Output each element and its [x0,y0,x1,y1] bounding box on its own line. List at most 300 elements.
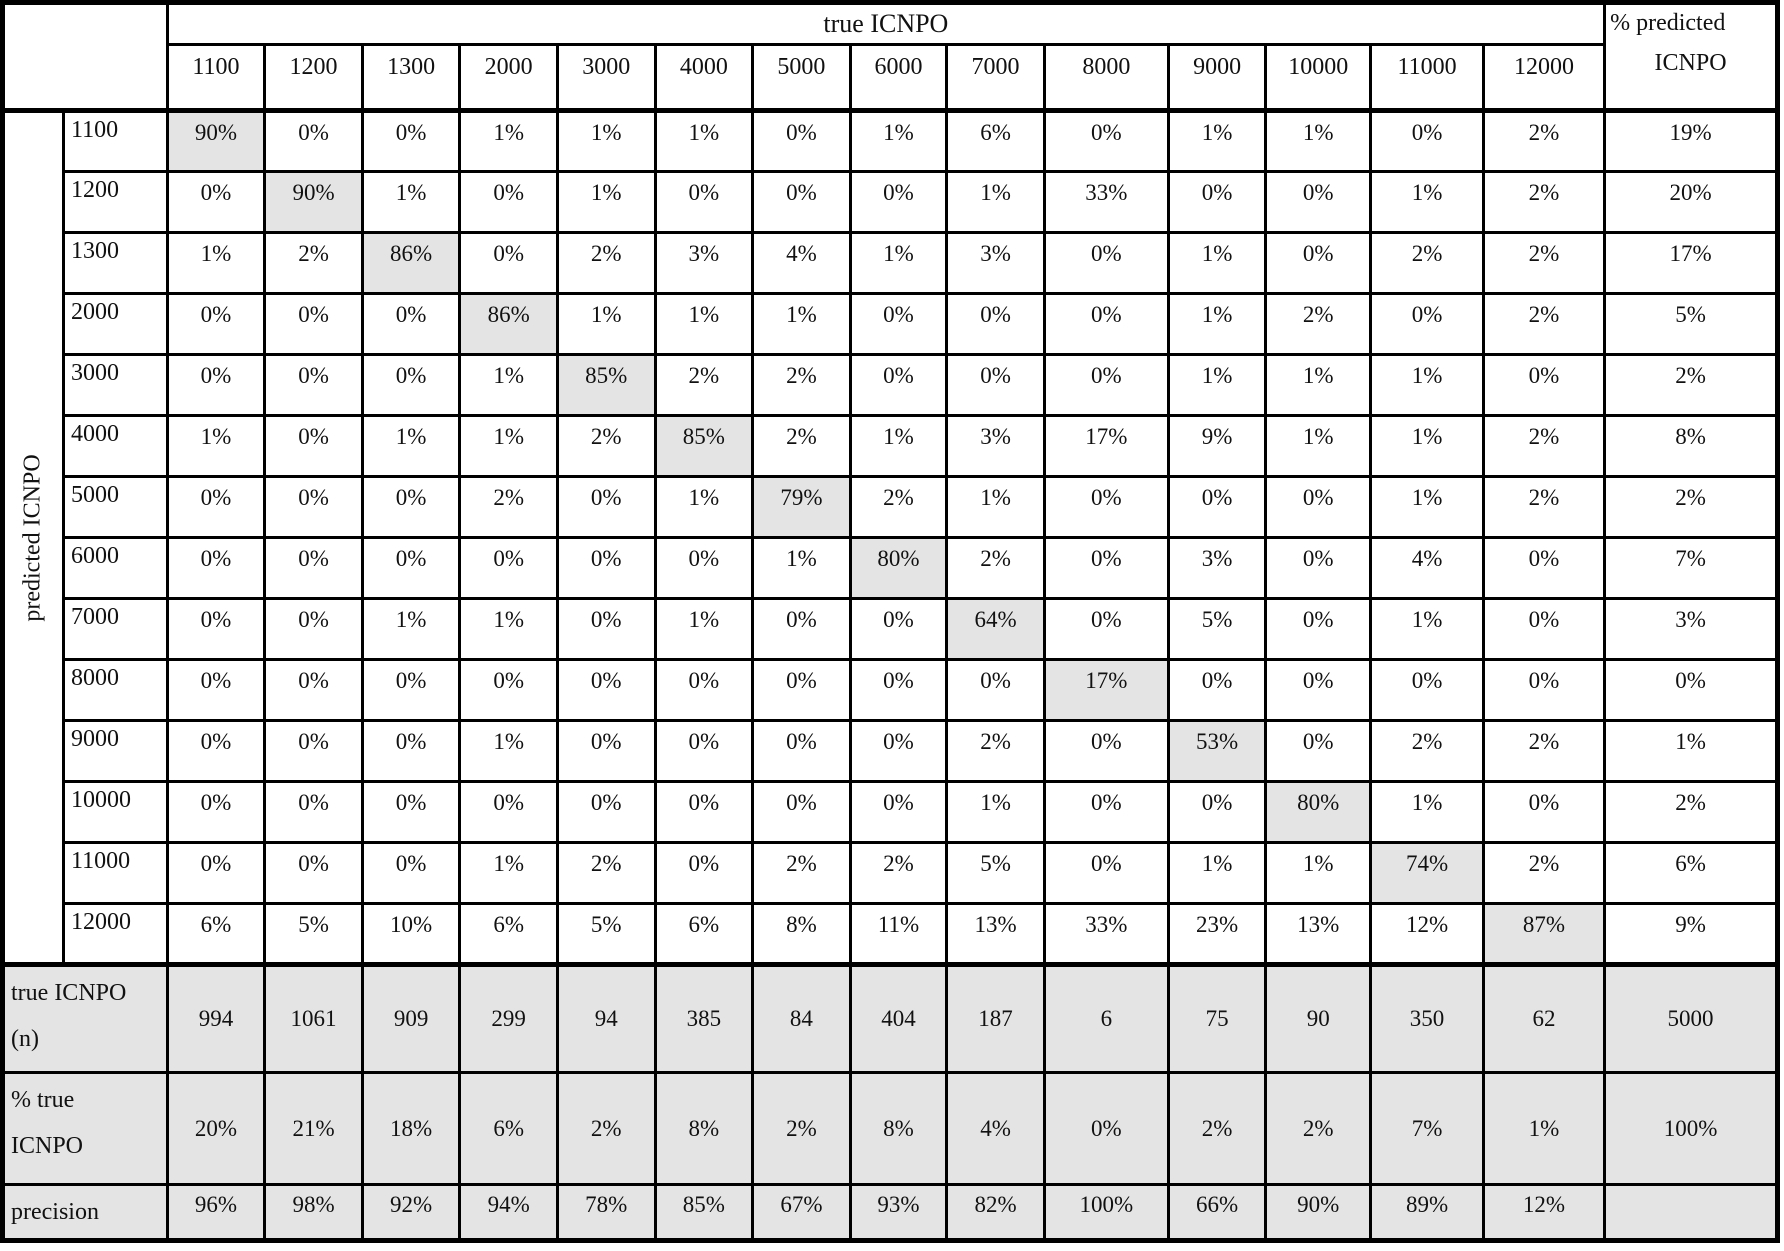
matrix-cell-12000-4000: 6% [655,904,753,965]
matrix-cell-10000-2000: 0% [460,782,558,843]
matrix-cell-7000-9000: 5% [1168,599,1266,660]
pct-true-icnpo-11000: 7% [1371,1073,1484,1185]
matrix-cell-5000-12000: 2% [1483,477,1604,538]
predicted-icnpo-vertical-label-text: predicted ICNPO [19,453,46,622]
matrix-cell-1200-2000: 0% [460,172,558,233]
matrix-cell-6000-1200: 0% [265,538,363,599]
pct-predicted-2000: 5% [1605,294,1778,355]
matrix-cell-4000-11000: 1% [1371,416,1484,477]
matrix-cell-8000-6000: 0% [850,660,947,721]
matrix-row-1100 [3,111,1778,172]
matrix-cell-1100-4000: 1% [655,111,753,172]
precision-1200: 98% [265,1185,363,1241]
col-header-11000: 11000 [1371,45,1484,111]
matrix-cell-4000-1100: 1% [167,416,265,477]
row-header-1300: 1300 [63,233,167,294]
matrix-cell-1200-9000: 0% [1168,172,1266,233]
matrix-cell-6000-6000: 80% [850,538,947,599]
matrix-cell-11000-8000: 0% [1044,843,1168,904]
matrix-cell-1100-1200: 0% [265,111,363,172]
matrix-cell-6000-1300: 0% [362,538,460,599]
matrix-cell-1200-1100: 0% [167,172,265,233]
matrix-cell-1100-3000: 1% [557,111,655,172]
matrix-cell-4000-6000: 1% [850,416,947,477]
matrix-cell-1100-6000: 1% [850,111,947,172]
matrix-cell-7000-1100: 0% [167,599,265,660]
matrix-cell-1300-10000: 0% [1266,233,1371,294]
precision-4000: 85% [655,1185,753,1241]
pct-true-icnpo-1200: 21% [265,1073,363,1185]
matrix-cell-9000-1100: 0% [167,721,265,782]
matrix-cell-11000-10000: 1% [1266,843,1371,904]
pct-predicted-10000: 2% [1605,782,1778,843]
matrix-cell-5000-3000: 0% [557,477,655,538]
matrix-cell-9000-5000: 0% [753,721,851,782]
matrix-cell-8000-1100: 0% [167,660,265,721]
pct-true-icnpo-4000: 8% [655,1073,753,1185]
matrix-row-5000 [3,477,1778,538]
pct-predicted-12000: 9% [1605,904,1778,965]
precision-row [3,1185,1778,1241]
matrix-cell-3000-2000: 1% [460,355,558,416]
top-header-row [3,3,1778,45]
matrix-cell-12000-3000: 5% [557,904,655,965]
row-header-8000: 8000 [63,660,167,721]
precision-5000: 67% [753,1185,851,1241]
precision-3000: 78% [557,1185,655,1241]
matrix-cell-1100-1100: 90% [167,111,265,172]
pct-predicted-1100: 19% [1605,111,1778,172]
row-header-5000: 5000 [63,477,167,538]
pct-predicted-header-line2: ICNPO [1654,50,1727,77]
matrix-cell-1300-4000: 3% [655,233,753,294]
true-icnpo-n-12000: 62 [1483,965,1604,1073]
matrix-cell-1300-1200: 2% [265,233,363,294]
col-header-12000: 12000 [1483,45,1604,111]
matrix-cell-10000-12000: 0% [1483,782,1604,843]
matrix-cell-4000-8000: 17% [1044,416,1168,477]
matrix-cell-6000-4000: 0% [655,538,753,599]
matrix-cell-2000-9000: 1% [1168,294,1266,355]
matrix-cell-6000-5000: 1% [753,538,851,599]
true-icnpo-n-total: 5000 [1605,965,1778,1073]
matrix-cell-8000-9000: 0% [1168,660,1266,721]
matrix-cell-9000-1200: 0% [265,721,363,782]
matrix-cell-2000-10000: 2% [1266,294,1371,355]
matrix-row-3000 [3,355,1778,416]
true-icnpo-n-4000: 385 [655,965,753,1073]
matrix-cell-9000-2000: 1% [460,721,558,782]
matrix-cell-9000-4000: 0% [655,721,753,782]
matrix-body [3,111,1778,965]
matrix-cell-2000-12000: 2% [1483,294,1604,355]
matrix-cell-7000-1300: 1% [362,599,460,660]
matrix-cell-10000-6000: 0% [850,782,947,843]
true-icnpo-n-11000: 350 [1371,965,1484,1073]
matrix-cell-4000-9000: 9% [1168,416,1266,477]
matrix-cell-12000-9000: 23% [1168,904,1266,965]
matrix-cell-1100-9000: 1% [1168,111,1266,172]
matrix-cell-7000-6000: 0% [850,599,947,660]
matrix-cell-4000-10000: 1% [1266,416,1371,477]
matrix-cell-6000-3000: 0% [557,538,655,599]
pct-predicted-7000: 3% [1605,599,1778,660]
matrix-cell-10000-1200: 0% [265,782,363,843]
matrix-cell-10000-1100: 0% [167,782,265,843]
pct-true-icnpo-8000: 0% [1044,1073,1168,1185]
matrix-cell-12000-11000: 12% [1371,904,1484,965]
true-icnpo-n-10000: 90 [1266,965,1371,1073]
col-header-9000: 9000 [1168,45,1266,111]
matrix-cell-12000-1100: 6% [167,904,265,965]
matrix-cell-2000-1300: 0% [362,294,460,355]
matrix-cell-8000-2000: 0% [460,660,558,721]
col-header-10000: 10000 [1266,45,1371,111]
col-header-6000: 6000 [850,45,947,111]
matrix-cell-8000-4000: 0% [655,660,753,721]
matrix-cell-1200-8000: 33% [1044,172,1168,233]
matrix-cell-11000-3000: 2% [557,843,655,904]
matrix-cell-5000-11000: 1% [1371,477,1484,538]
matrix-row-10000 [3,782,1778,843]
matrix-cell-10000-11000: 1% [1371,782,1484,843]
matrix-cell-1300-8000: 0% [1044,233,1168,294]
precision-10000: 90% [1266,1185,1371,1241]
matrix-cell-8000-3000: 0% [557,660,655,721]
col-header-2000: 2000 [460,45,558,111]
matrix-cell-3000-1200: 0% [265,355,363,416]
matrix-cell-9000-12000: 2% [1483,721,1604,782]
matrix-cell-1200-11000: 1% [1371,172,1484,233]
matrix-cell-11000-1100: 0% [167,843,265,904]
matrix-cell-11000-2000: 1% [460,843,558,904]
matrix-cell-8000-1300: 0% [362,660,460,721]
matrix-cell-1300-2000: 0% [460,233,558,294]
matrix-cell-5000-9000: 0% [1168,477,1266,538]
corner-cell [3,3,168,111]
matrix-cell-3000-1100: 0% [167,355,265,416]
pct-true-icnpo-2000: 6% [460,1073,558,1185]
col-header-1100: 1100 [167,45,265,111]
matrix-cell-4000-3000: 2% [557,416,655,477]
row-header-1100: 1100 [63,111,167,172]
col-header-row [3,45,1778,111]
matrix-cell-5000-2000: 2% [460,477,558,538]
matrix-cell-12000-2000: 6% [460,904,558,965]
precision-6000: 93% [850,1185,947,1241]
pct-predicted-9000: 1% [1605,721,1778,782]
matrix-cell-1300-6000: 1% [850,233,947,294]
matrix-cell-12000-12000: 87% [1483,904,1604,965]
matrix-cell-10000-4000: 0% [655,782,753,843]
matrix-cell-3000-11000: 1% [1371,355,1484,416]
matrix-cell-5000-10000: 0% [1266,477,1371,538]
matrix-cell-1100-1300: 0% [362,111,460,172]
row-header-7000: 7000 [63,599,167,660]
precision-8000: 100% [1044,1185,1168,1241]
matrix-cell-1300-5000: 4% [753,233,851,294]
row-header-2000: 2000 [63,294,167,355]
matrix-cell-7000-12000: 0% [1483,599,1604,660]
matrix-cell-1300-3000: 2% [557,233,655,294]
matrix-cell-1100-8000: 0% [1044,111,1168,172]
matrix-cell-10000-5000: 0% [753,782,851,843]
true-icnpo-n-row [3,965,1778,1073]
true-icnpo-n-3000: 94 [557,965,655,1073]
true-icnpo-n-label: true ICNPO (n) [3,965,168,1073]
matrix-row-6000 [3,538,1778,599]
matrix-cell-5000-7000: 1% [947,477,1045,538]
matrix-cell-11000-1200: 0% [265,843,363,904]
matrix-cell-6000-11000: 4% [1371,538,1484,599]
matrix-cell-6000-8000: 0% [1044,538,1168,599]
matrix-cell-1300-12000: 2% [1483,233,1604,294]
matrix-cell-11000-12000: 2% [1483,843,1604,904]
matrix-cell-2000-8000: 0% [1044,294,1168,355]
pct-predicted-8000: 0% [1605,660,1778,721]
matrix-cell-2000-3000: 1% [557,294,655,355]
matrix-cell-3000-6000: 0% [850,355,947,416]
matrix-cell-3000-7000: 0% [947,355,1045,416]
true-icnpo-n-6000: 404 [850,965,947,1073]
precision-9000: 66% [1168,1185,1266,1241]
pct-predicted-11000: 6% [1605,843,1778,904]
pct-predicted-3000: 2% [1605,355,1778,416]
pct-true-icnpo-10000: 2% [1266,1073,1371,1185]
matrix-cell-3000-12000: 0% [1483,355,1604,416]
matrix-cell-1100-11000: 0% [1371,111,1484,172]
matrix-cell-9000-11000: 2% [1371,721,1484,782]
pct-true-icnpo-3000: 2% [557,1073,655,1185]
matrix-cell-4000-4000: 85% [655,416,753,477]
true-icnpo-n-1300: 909 [362,965,460,1073]
pct-true-icnpo-6000: 8% [850,1073,947,1185]
matrix-cell-7000-3000: 0% [557,599,655,660]
matrix-cell-9000-1300: 0% [362,721,460,782]
pct-true-icnpo-9000: 2% [1168,1073,1266,1185]
matrix-cell-6000-9000: 3% [1168,538,1266,599]
row-header-12000: 12000 [63,904,167,965]
matrix-cell-6000-7000: 2% [947,538,1045,599]
matrix-cell-6000-1100: 0% [167,538,265,599]
col-header-4000: 4000 [655,45,753,111]
col-header-1200: 1200 [265,45,363,111]
matrix-cell-7000-10000: 0% [1266,599,1371,660]
matrix-cell-7000-8000: 0% [1044,599,1168,660]
matrix-cell-1200-5000: 0% [753,172,851,233]
matrix-cell-1100-2000: 1% [460,111,558,172]
col-header-5000: 5000 [753,45,851,111]
matrix-row-1300 [3,233,1778,294]
matrix-cell-7000-11000: 1% [1371,599,1484,660]
matrix-cell-3000-1300: 0% [362,355,460,416]
matrix-cell-9000-8000: 0% [1044,721,1168,782]
precision-12000: 12% [1483,1185,1604,1241]
row-header-11000: 11000 [63,843,167,904]
matrix-cell-12000-1300: 10% [362,904,460,965]
matrix-cell-12000-10000: 13% [1266,904,1371,965]
true-icnpo-header: true ICNPO [167,3,1604,45]
matrix-cell-8000-1200: 0% [265,660,363,721]
matrix-cell-1100-7000: 6% [947,111,1045,172]
matrix-row-7000 [3,599,1778,660]
matrix-cell-11000-1300: 0% [362,843,460,904]
matrix-cell-9000-7000: 2% [947,721,1045,782]
matrix-cell-2000-1100: 0% [167,294,265,355]
matrix-cell-11000-7000: 5% [947,843,1045,904]
matrix-cell-8000-12000: 0% [1483,660,1604,721]
matrix-cell-11000-4000: 0% [655,843,753,904]
matrix-cell-8000-8000: 17% [1044,660,1168,721]
pct-predicted-6000: 7% [1605,538,1778,599]
matrix-cell-12000-5000: 8% [753,904,851,965]
pct-true-icnpo-1100: 20% [167,1073,265,1185]
matrix-cell-3000-9000: 1% [1168,355,1266,416]
matrix-row-2000 [3,294,1778,355]
row-header-3000: 3000 [63,355,167,416]
pct-predicted-1200: 20% [1605,172,1778,233]
matrix-cell-1300-9000: 1% [1168,233,1266,294]
matrix-cell-9000-3000: 0% [557,721,655,782]
row-header-4000: 4000 [63,416,167,477]
matrix-cell-1200-3000: 1% [557,172,655,233]
pct-true-icnpo-total: 100% [1605,1073,1778,1185]
matrix-cell-5000-5000: 79% [753,477,851,538]
pct-predicted-4000: 8% [1605,416,1778,477]
matrix-cell-1100-12000: 2% [1483,111,1604,172]
precision-2000: 94% [460,1185,558,1241]
matrix-cell-8000-5000: 0% [753,660,851,721]
matrix-cell-1200-10000: 0% [1266,172,1371,233]
matrix-cell-5000-6000: 2% [850,477,947,538]
precision-label: precision [3,1185,168,1241]
matrix-cell-1200-1200: 90% [265,172,363,233]
pct-true-icnpo-label: % true ICNPO [3,1073,168,1185]
matrix-cell-7000-1200: 0% [265,599,363,660]
row-header-6000: 6000 [63,538,167,599]
matrix-cell-12000-8000: 33% [1044,904,1168,965]
predicted-icnpo-vertical-label [3,111,64,965]
matrix-cell-1200-12000: 2% [1483,172,1604,233]
true-icnpo-n-7000: 187 [947,965,1045,1073]
matrix-cell-10000-7000: 1% [947,782,1045,843]
matrix-cell-1300-1100: 1% [167,233,265,294]
col-header-8000: 8000 [1044,45,1168,111]
matrix-cell-6000-2000: 0% [460,538,558,599]
matrix-row-4000 [3,416,1778,477]
pct-true-icnpo-row [3,1073,1778,1185]
matrix-cell-1200-1300: 1% [362,172,460,233]
matrix-cell-4000-5000: 2% [753,416,851,477]
pct-predicted-1300: 17% [1605,233,1778,294]
matrix-cell-1300-11000: 2% [1371,233,1484,294]
matrix-cell-7000-7000: 64% [947,599,1045,660]
matrix-cell-11000-5000: 2% [753,843,851,904]
precision-1100: 96% [167,1185,265,1241]
matrix-cell-2000-1200: 0% [265,294,363,355]
true-icnpo-n-2000: 299 [460,965,558,1073]
matrix-cell-8000-10000: 0% [1266,660,1371,721]
matrix-cell-3000-4000: 2% [655,355,753,416]
col-header-3000: 3000 [557,45,655,111]
matrix-cell-5000-8000: 0% [1044,477,1168,538]
pct-true-icnpo-1300: 18% [362,1073,460,1185]
matrix-cell-2000-6000: 0% [850,294,947,355]
precision-11000: 89% [1371,1185,1484,1241]
precision-1300: 92% [362,1185,460,1241]
matrix-cell-9000-9000: 53% [1168,721,1266,782]
matrix-cell-2000-5000: 1% [753,294,851,355]
matrix-cell-7000-2000: 1% [460,599,558,660]
matrix-cell-11000-9000: 1% [1168,843,1266,904]
matrix-cell-12000-6000: 11% [850,904,947,965]
pct-true-icnpo-7000: 4% [947,1073,1045,1185]
matrix-cell-9000-6000: 0% [850,721,947,782]
row-header-1200: 1200 [63,172,167,233]
matrix-cell-4000-7000: 3% [947,416,1045,477]
matrix-cell-1200-6000: 0% [850,172,947,233]
matrix-cell-1200-4000: 0% [655,172,753,233]
matrix-cell-3000-5000: 2% [753,355,851,416]
matrix-row-8000 [3,660,1778,721]
matrix-cell-6000-10000: 0% [1266,538,1371,599]
matrix-cell-1300-1300: 86% [362,233,460,294]
matrix-row-9000 [3,721,1778,782]
matrix-cell-2000-11000: 0% [1371,294,1484,355]
true-icnpo-n-9000: 75 [1168,965,1266,1073]
true-icnpo-n-5000: 84 [753,965,851,1073]
matrix-cell-10000-9000: 0% [1168,782,1266,843]
true-icnpo-n-8000: 6 [1044,965,1168,1073]
matrix-cell-1100-10000: 1% [1266,111,1371,172]
row-header-10000: 10000 [63,782,167,843]
matrix-cell-3000-10000: 1% [1266,355,1371,416]
matrix-cell-8000-11000: 0% [1371,660,1484,721]
matrix-cell-5000-1200: 0% [265,477,363,538]
pct-true-icnpo-12000: 1% [1483,1073,1604,1185]
matrix-cell-4000-1300: 1% [362,416,460,477]
matrix-cell-2000-4000: 1% [655,294,753,355]
matrix-row-12000 [3,904,1778,965]
matrix-cell-7000-5000: 0% [753,599,851,660]
matrix-cell-2000-2000: 86% [460,294,558,355]
true-icnpo-n-1200: 1061 [265,965,363,1073]
precision-total [1605,1185,1778,1241]
matrix-cell-10000-3000: 0% [557,782,655,843]
pct-predicted-header [1605,3,1778,111]
matrix-row-11000 [3,843,1778,904]
pct-predicted-header-line1: % predicted [1610,10,1726,36]
matrix-cell-11000-6000: 2% [850,843,947,904]
matrix-cell-1300-7000: 3% [947,233,1045,294]
row-header-9000: 9000 [63,721,167,782]
matrix-cell-10000-8000: 0% [1044,782,1168,843]
matrix-cell-8000-7000: 0% [947,660,1045,721]
matrix-cell-1100-5000: 0% [753,111,851,172]
matrix-cell-4000-1200: 0% [265,416,363,477]
col-header-1300: 1300 [362,45,460,111]
matrix-cell-4000-12000: 2% [1483,416,1604,477]
matrix-cell-3000-3000: 85% [557,355,655,416]
matrix-cell-5000-1300: 0% [362,477,460,538]
matrix-cell-4000-2000: 1% [460,416,558,477]
matrix-row-1200 [3,172,1778,233]
matrix-cell-12000-7000: 13% [947,904,1045,965]
pct-predicted-5000: 2% [1605,477,1778,538]
matrix-cell-6000-12000: 0% [1483,538,1604,599]
col-header-7000: 7000 [947,45,1045,111]
matrix-cell-10000-1300: 0% [362,782,460,843]
